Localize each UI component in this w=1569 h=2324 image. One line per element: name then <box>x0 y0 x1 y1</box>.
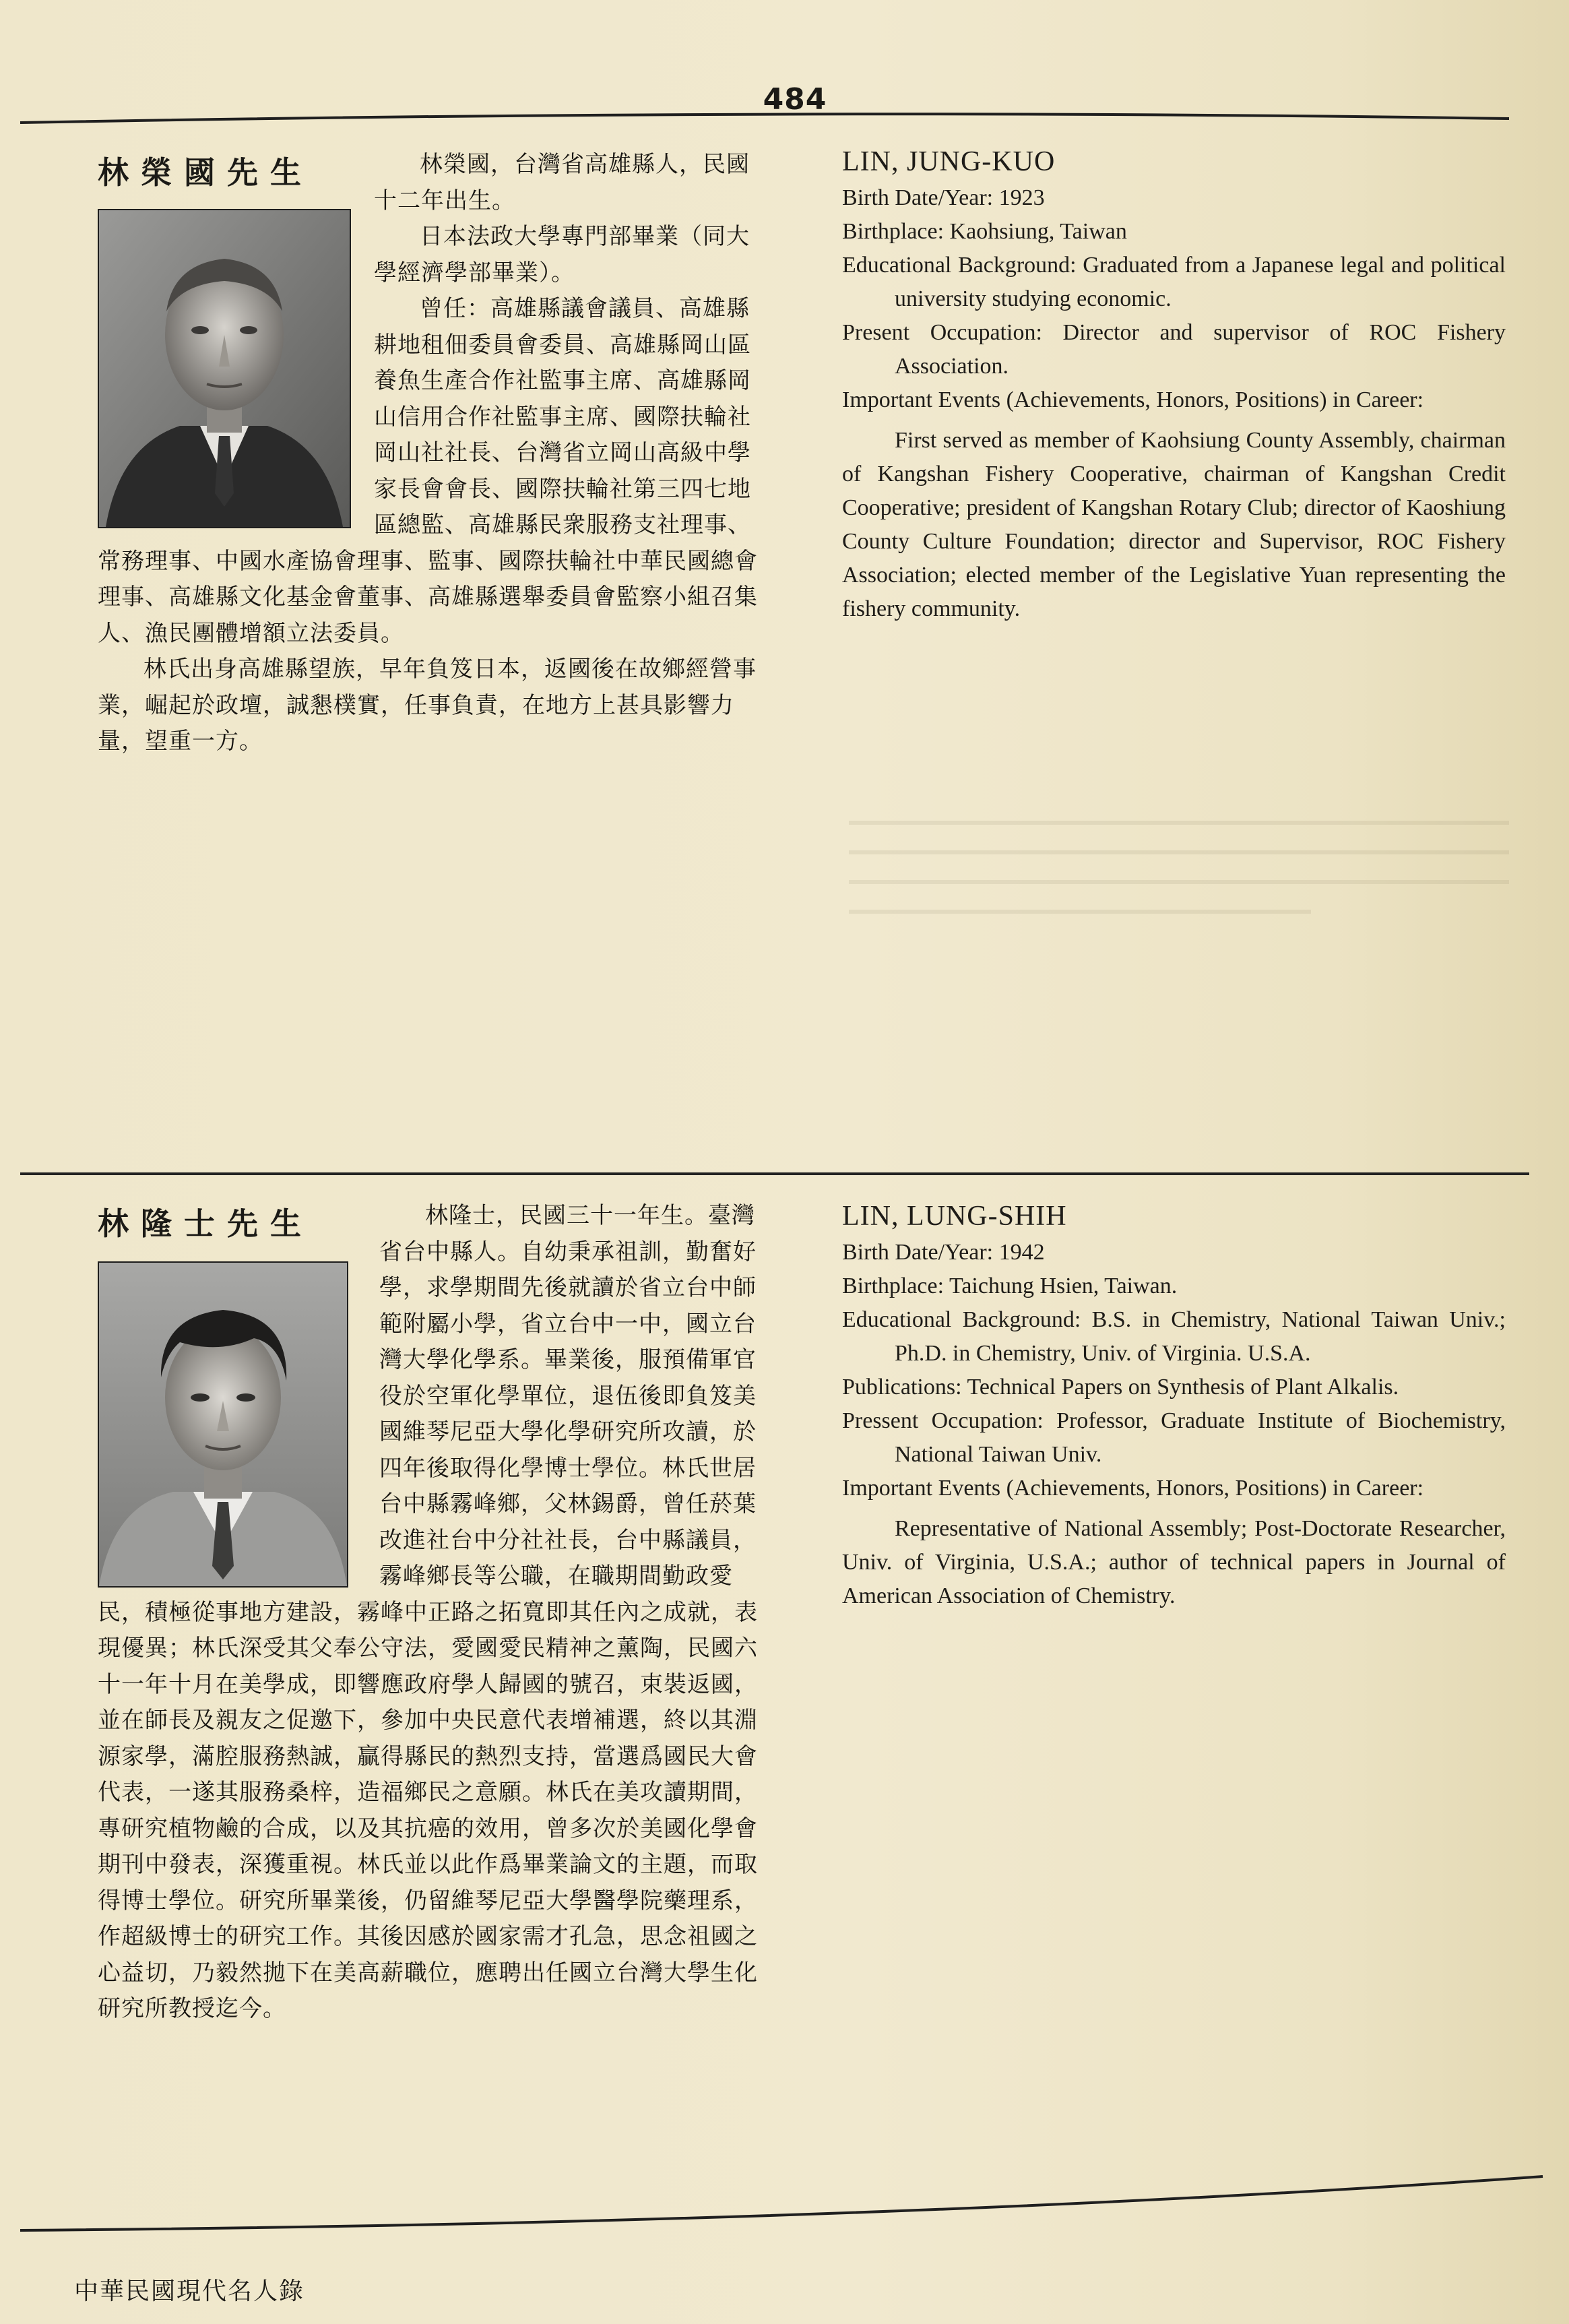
bleed-through-texture <box>849 795 1509 1011</box>
field-important-events: Important Events (Achievements, Honors, Positions) in Career: <box>842 387 1424 412</box>
field-occupation: Present Occupation: Director and supervisor of ROC Fishery Association. <box>842 320 1506 379</box>
field-education: Educational Background: B.S. in Chemistry, National Taiwan Univ.; Ph.D. in Chemistry, Univ. of Virginia. U.S.A. <box>842 1307 1506 1366</box>
page-number: 484 <box>763 82 827 117</box>
field-publications: Publications: Technical Papers on Synthesis of Plant Alkalis. <box>842 1375 1399 1400</box>
career-paragraph: Representative of National Assembly; Post-Doctorate Researcher, Univ. of Virginia, U.S.A.; author of technical papers in Journal of American Association of Chemistry. <box>842 1516 1506 1608</box>
bio-paragraph: 林隆士，民國三十一年生。臺灣省台中縣人。自幼秉承祖訓，勤奮好學，求學期間先後就讀於省立台中師範附屬小學，省立台中一中，國立台灣大學化學系。畢業後，服預備軍官役於空軍化學單位，退伍後即負笈美國維琴尼亞大學化學研究所攻讀，於四年後取得化學博士學位。林氏世居台中縣霧峰鄉，父林錫爵，曾任菸葉改進社台中分社社長，台中縣議員，霧峰鄉長等公職，在職期間勤政愛民，積極從事地方建設，霧峰中正路之拓寬即其任內之成就，表現優異；林氏深受其父奉公守法，愛國愛民精神之薰陶，民國六十一年十月在美學成，即響應政府學人歸國的號召，束裝返國，並在師長及親友之促邀下，參加中央民意代表增補選，終以其淵源家學，滿腔服務熱誠，贏得縣民的熱烈支持，當選爲國民大會代表，一遂其服務桑梓，造福鄉民之意願。林氏在美攻讀期間，專研究植物鹼的合成，以及其抗癌的效用，曾多次於美國化學會期刊中發表，深獲重視。林氏並以此作爲畢業論文的主題，而取得博士學位。研究所畢業後，仍留維琴尼亞大學醫學院藥理系，作超級博士的研究工作。其後因感於國家需才孔急，思念祖國之心益切，乃毅然拋下在美高薪職位，應聘出任國立台灣大學生化研究所教授迄今。 <box>98 1202 758 2022</box>
entry-name-english: LIN, LUNG-SHIH <box>842 1201 1067 1232</box>
biography-text-english <box>842 1199 1506 1613</box>
biography-text-chinese <box>98 147 771 760</box>
field-birthplace: Birthplace: Taichung Hsien, Taiwan. <box>842 1274 1178 1298</box>
field-important-events: Important Events (Achievements, Honors, Positions) in Career: <box>842 1476 1424 1501</box>
entry-name-chinese: 林榮國先生 <box>98 154 313 191</box>
entry-name-chinese: 林隆士先生 <box>98 1205 313 1242</box>
bio-paragraph: 曾任：高雄縣議會議員、高雄縣耕地租佃委員會委員、高雄縣岡山區養魚生產合作社監事主席、高雄縣岡山信用合作社監事主席、國際扶輪社岡山社社長、台灣省立岡山高級中學家長會會長、國際扶輪社第三四七地區總監、高雄縣民衆服務支社理事、常務理事、中國水產協會理事、監事、國際扶輪社中華民國總會理事、高雄縣文化基金會董事、高雄縣選舉委員會監察小組召集人、漁民團體增額立法委員。 <box>98 295 758 647</box>
career-paragraph: First served as member of Kaohsiung County Assembly, chairman of Kangshan Fishery Cooperative, chairman of Kangshan Credit Cooperative; president of Kangshan Rotary Club; director of Kaoshiung County Culture Foundation; director and Supervisor, ROC Fishery Association; elected member of the Legislative Yuan representing the fishery community. <box>842 428 1506 621</box>
field-occupation: Pressent Occupation: Professor, Graduate Institute of Biochemistry, National Taiwan Univ. <box>842 1408 1506 1467</box>
bottom-rule <box>0 2166 1569 2240</box>
biography-text-english <box>842 145 1506 626</box>
bio-paragraph: 林氏出身高雄縣望族，早年負笈日本，返國後在故鄉經營事業，崛起於政壇，誠懇樸實，任事負責，在地方上甚具影響力量，望重一方。 <box>98 656 757 755</box>
book-title-footer: 中華民國現代名人錄 <box>74 2278 305 2305</box>
bio-paragraph: 日本法政大學專門部畢業（同大學經濟學部畢業）。 <box>374 223 750 286</box>
field-birth-date: Birth Date/Year: 1923 <box>842 185 1045 210</box>
bio-paragraph: 林榮國，台灣省高雄縣人，民國十二年出生。 <box>374 151 750 214</box>
entry-divider <box>20 1172 1529 1175</box>
biography-text-chinese <box>98 1198 771 2028</box>
entry-name-english: LIN, JUNG-KUO <box>842 146 1056 177</box>
field-birthplace: Birthplace: Kaohsiung, Taiwan <box>842 219 1127 244</box>
field-education: Educational Background: Graduated from a Japanese legal and political university studying economic. <box>842 253 1506 311</box>
field-birth-date: Birth Date/Year: 1942 <box>842 1240 1045 1265</box>
top-rule <box>0 101 1569 128</box>
